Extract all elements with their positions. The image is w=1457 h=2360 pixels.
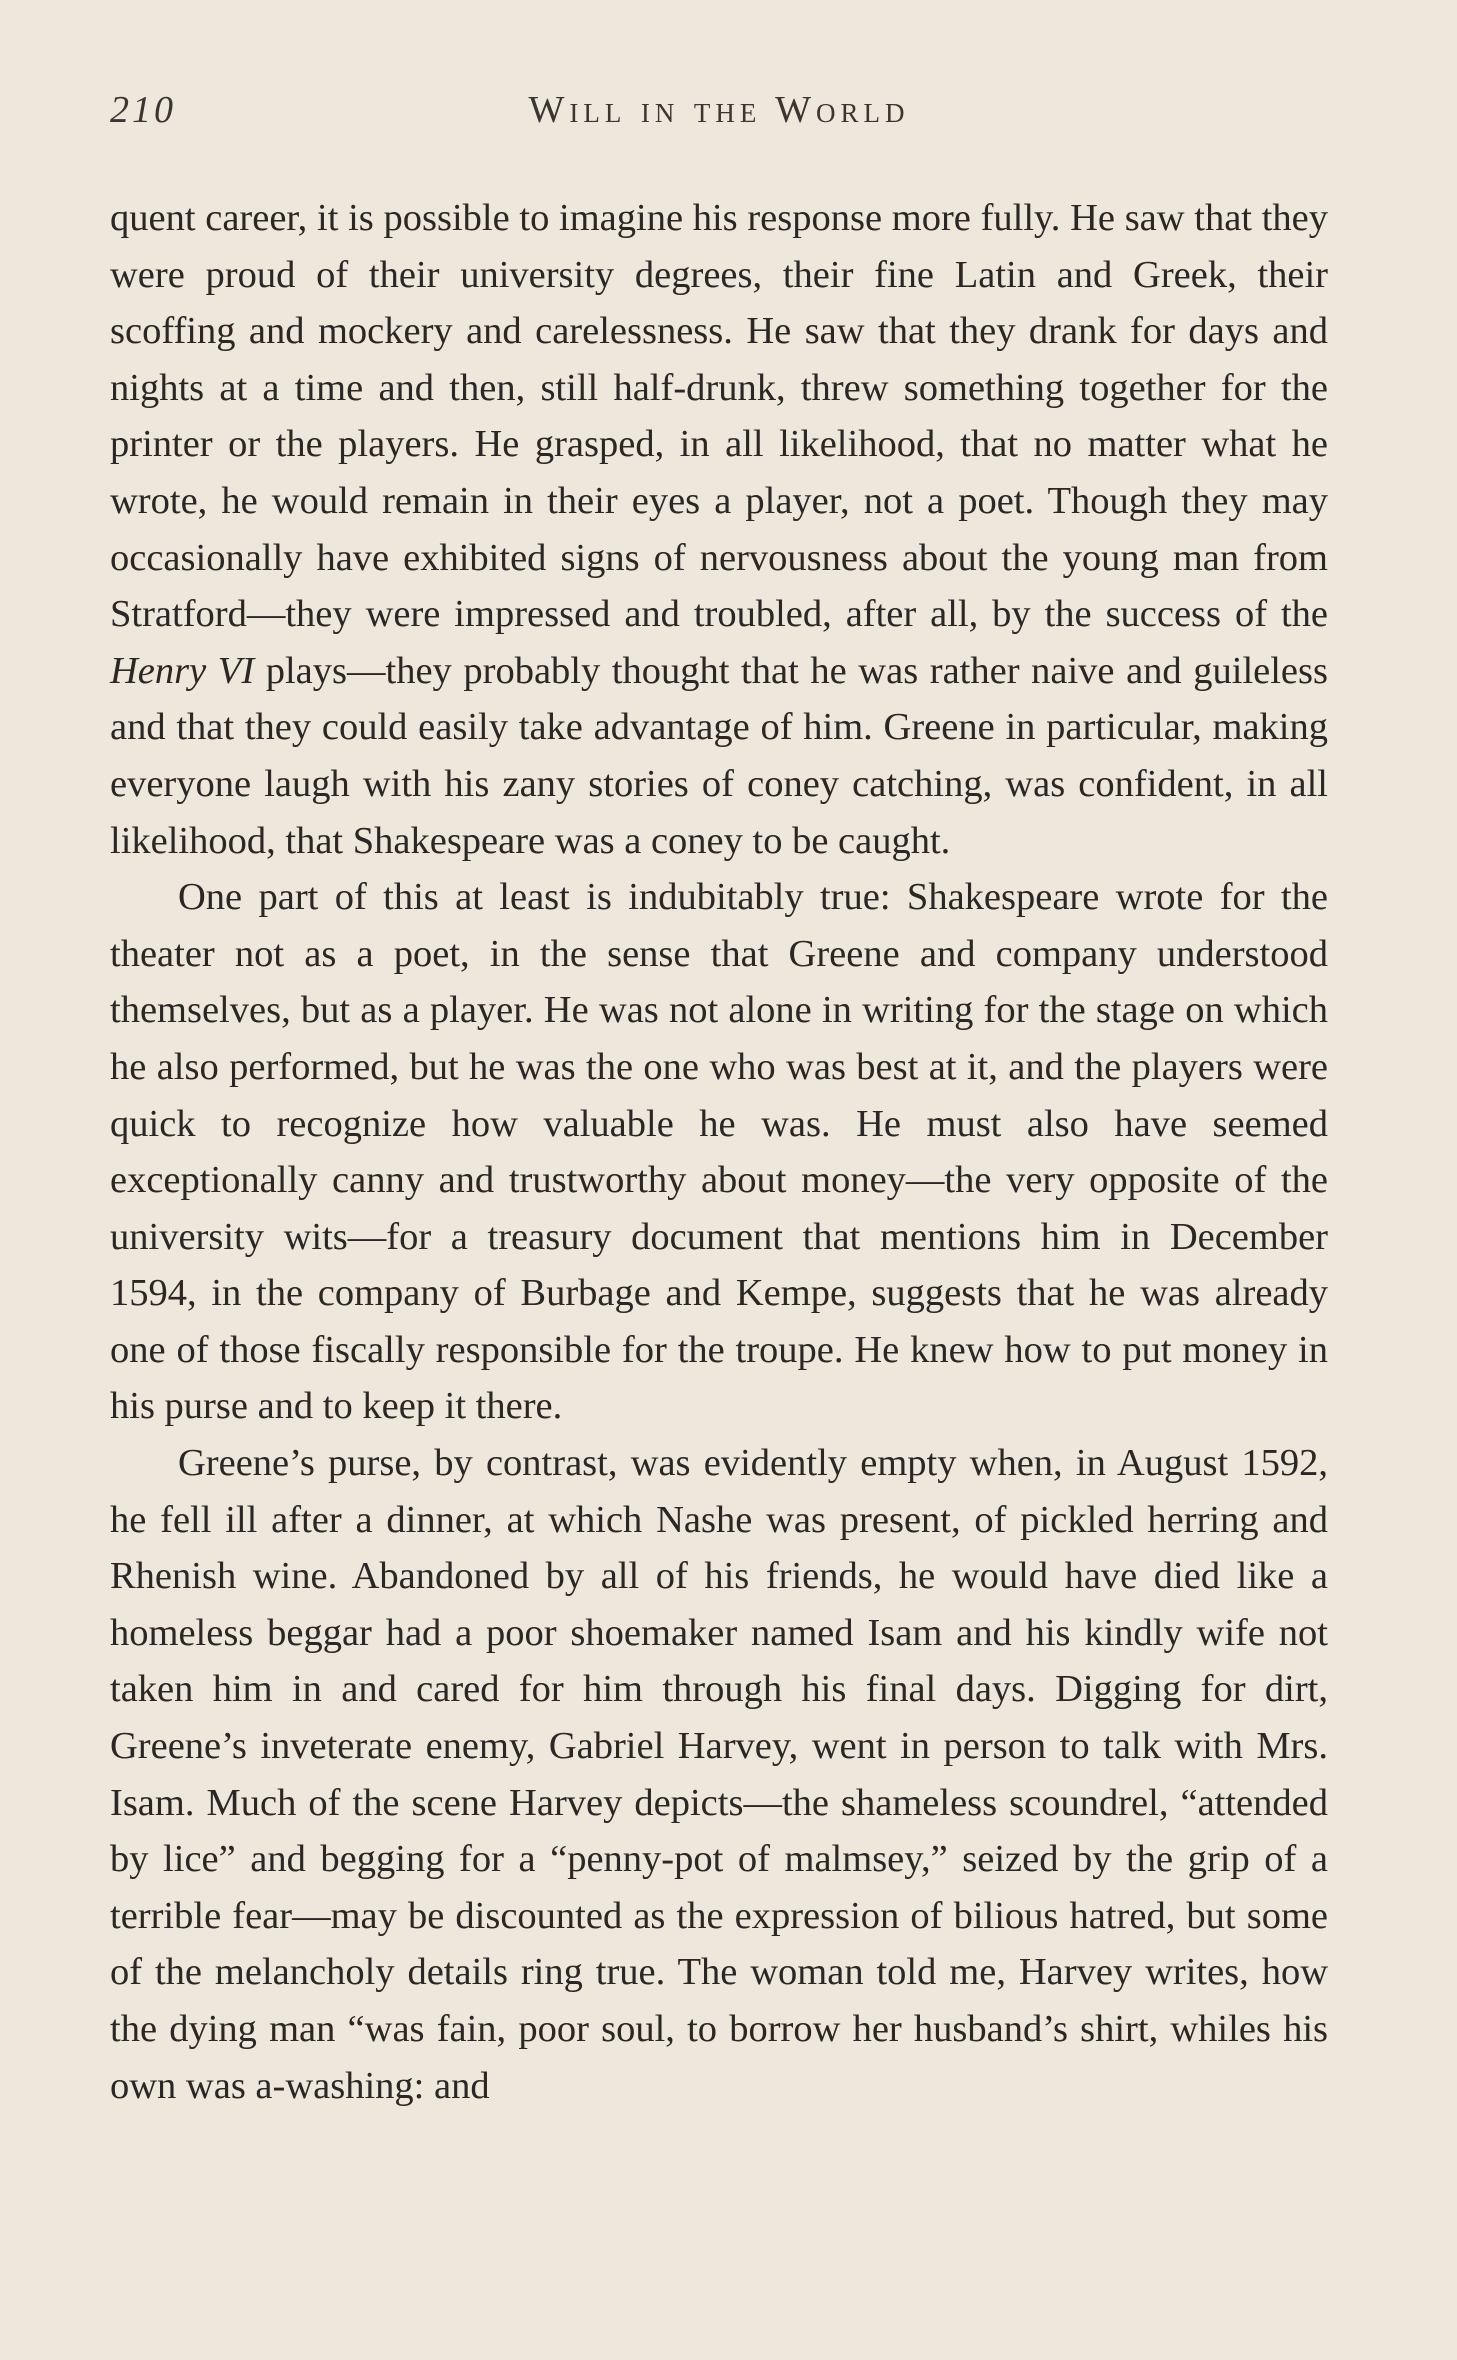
paragraph [110, 869, 1328, 1435]
text-run: Greene’s purse, by contrast, was evidently empty when, in August 1592, he fell ill after a dinner, at which Nashe was present, of pickled herring and Rhenish wine. Abandoned by all of his friends, he would have died like a homeless beggar had a poor shoemaker named Isam and his kindly wife not taken him in and cared for him through his final days. Digging for dirt, Greene’s inveterate enemy, Gabriel Harvey, went in person to talk with Mrs. Isam. Much of the scene Harvey depicts—the shameless scoundrel, “attended by lice” and begging for a “penny-pot of malmsey,” seized by the grip of a terrible fear—may be discounted as the expression of bilious hatred, but some of the melancholy details ring true. The woman told me, Harvey writes, how the dying man “was fain, poor soul, to borrow her husband’s shirt, whiles his own was a-washing: and [110, 1442, 1328, 2107]
running-title: Will in the World [528, 89, 910, 131]
paragraph [110, 1435, 1328, 2114]
text-run: One part of this at least is indubitably true: Shakespeare wrote for the theater not as a poet, in the sense that Greene and company understood themselves, but as a player. He was not alone in writing for the stage on which he also performed, but he was the one who was best at it, and the players were quick to recognize how valuable he was. He must also have seemed exceptionally canny and trustworthy about money—the very opposite of the university wits—for a treasury document that mentions him in December 1594, in the company of Burbage and Kempe, suggests that he was already one of those fiscally responsible for the troupe. He knew how to put money in his purse and to keep it there. [110, 876, 1328, 1428]
text-run: quent career, it is possible to imagine his response more fully. He saw that they were proud of their university degrees, their fine Latin and Greek, their scoffing and mockery and carelessness. He saw that they drank for days and nights at a time and then, still half-drunk, threw something together for the printer or the players. He grasped, in all likelihood, that no matter what he wrote, he would remain in their eyes a player, not a poet. Though they may occasionally have exhibited signs of nervousness about the young man from Stratford—they were impressed and troubled, after all, by the success of the [110, 197, 1328, 636]
body-text [110, 190, 1328, 2114]
text-run: plays—they probably thought that he was rather naive and guileless and that they could easily take advantage of him. Greene in particular, making everyone laugh with his zany stories of coney catching, was confident, in all likelihood, that Shakespeare was a coney to be caught. [110, 649, 1328, 862]
running-head [110, 88, 1328, 138]
page-number: 210 [110, 89, 176, 131]
italic-title: Henry VI [110, 649, 255, 692]
paragraph [110, 190, 1328, 869]
